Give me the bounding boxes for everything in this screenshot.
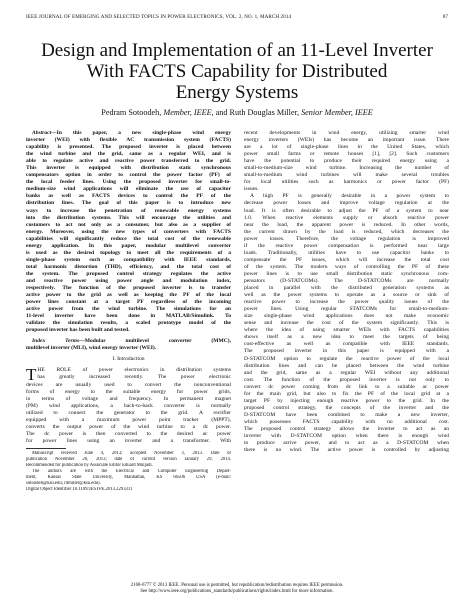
body-line: load. It is often desirable to adjust the PF of a system to near <box>244 207 449 214</box>
body-line: shows itself as a new idea to meet the targets of being <box>244 334 449 341</box>
footer-line: 2168-6777 © 2013 IEEE. Personal use is permitted, but republication/redistribution requires IEEE permission. <box>130 583 344 588</box>
abstract-line: active power to the grid as well as keeping the PF of the local <box>26 292 231 299</box>
body-line: of the system. The modern ways of controlling the PF of these <box>244 263 449 270</box>
abstract-line: inverter (WEI) with flexible AC transmission system (FACTS) <box>26 137 231 144</box>
footnote-rule <box>26 448 66 449</box>
body-line: target PF by injecting enough reactive power to the grid. In the <box>244 397 449 404</box>
abstract-line: respectively. The function of the proposed inverter is to transfer <box>26 285 231 292</box>
body-line: for the main grid, but also to fix the PF of the local grid at a <box>244 390 449 397</box>
footnote-line: Digital Object Identifier 10.1109/JESTPE.2013.2293311 <box>26 486 133 492</box>
footnote-line: publication November 28, 2013; date of current version January 29, 2014. <box>26 456 231 462</box>
abstract-text: —In this paper, a new single-phase wind energy <box>51 130 231 136</box>
abstract-line: 11-level inverter have been done in MATLAB/Simulink. To <box>26 313 231 320</box>
body-line: placed in parallel with the distributed generation systems as <box>244 285 449 292</box>
body-line: cost. The function of the proposed inverter is not only to <box>244 376 449 383</box>
body-line: power lines. Using regular STATCOMs for small-to-medium- <box>244 306 449 313</box>
abstract-line: the system. The proposed control strategy regulates the active <box>26 270 231 277</box>
intro-line: utilized to connect the generator to the grid. A rectifier <box>26 409 231 416</box>
footnote-line: ment, Kansas State University, Manhattan, KS 66506 USA (e-mail: <box>26 474 231 480</box>
abstract-line: active power from the wind turbine. The simulations for an <box>26 306 231 313</box>
abstract-line: banks as well as FACTS devices to control the PF of the <box>26 193 231 200</box>
abstract-line: capabilities will significantly reduce the total cost of the renewable <box>26 235 231 242</box>
drop-cap: T <box>26 364 37 384</box>
body-line: the current drawn by the load is reduced, which decreases the <box>244 228 449 235</box>
body-line: issues. <box>244 186 259 193</box>
body-line: The proposed control strategy allows the inverter to act as an <box>244 425 449 432</box>
body-line: size single-phase wind applications does not make economic <box>244 313 449 320</box>
abstract-line: ways to increase the penetration of renewable energy systems <box>26 207 231 214</box>
body-line: small-to-medium-size wind turbine. Increasing the number of <box>244 165 449 172</box>
body-line: sense and increase the cost of the system significantly. This is <box>244 320 449 327</box>
abstract <box>26 130 231 334</box>
body-line: pensators (D-STATCOMs). The D-STATCOMs are normally <box>244 277 449 284</box>
intro-line: devices are usually used to convert the nonconventional <box>26 381 231 388</box>
intro-line: converts the output power of the wind turbine to a dc power. <box>26 423 231 430</box>
body-line: distribution lines and can be placed between the wind turbine <box>244 362 449 369</box>
body-line: are a lot of single-phase lines in the United States, which <box>244 144 449 151</box>
body-line: near the load, the apparent power is reduced. In other words, <box>244 221 449 228</box>
body-line: cost-effective as well as compatible with IEEE standards. <box>244 341 449 348</box>
body-line: D-STATCOM option to regulate the reactive power of the local <box>244 355 449 362</box>
footnotes <box>26 451 231 493</box>
copyright-footer <box>26 583 448 595</box>
left-column <box>26 130 231 493</box>
index-terms-line <box>26 338 231 345</box>
body-line: energy inverters (WEIs) has become an important issue. There <box>244 137 449 144</box>
body-line: 1.0. When reactive elements supply or absorb reactive power <box>244 214 449 221</box>
body-line: power small farms or remote houses [1], [2]. Such customers <box>244 151 449 158</box>
abstract-line: proposed inverter has been built and tested. <box>26 327 130 334</box>
intro-paragraph <box>26 364 231 445</box>
paper-title <box>20 40 454 103</box>
body-line: have the potential to produce their required energy using a <box>244 158 449 165</box>
abstract-line: energy. Moreover, using the new types of converters with FACTS <box>26 228 231 235</box>
footer-line: See http://www.ieee.org/publications_standards/publications/rights/index.html for more information. <box>140 589 334 595</box>
abstract-line: medium-size wind applications will eliminate the use of capacitor <box>26 186 231 193</box>
footnote-line: sotoodeh@ksu.edu; rdmiller@ksu.edu). <box>26 480 101 486</box>
body-line: convert dc power coming from dc link to a suitable ac power <box>244 383 449 390</box>
author-line <box>20 108 454 117</box>
body-line: which possesses FACTS capability with no additional cost. <box>244 418 449 425</box>
body-line: power losses. Therefore, the voltage regulation is improved <box>244 235 449 242</box>
index-terms-line: multilevel inverter (MLI), wind energy inverter (WEI). <box>26 345 157 352</box>
abstract-line: the local feeder lines. Using the proposed inverter for small-to- <box>26 179 231 186</box>
author-name: and Ruth Douglas Miller, <box>215 108 300 117</box>
body-line: well as the power systems to operate as a source or sink of <box>244 292 449 299</box>
abstract-line: customers to act not only as a consumer, but also as a supplier of <box>26 221 231 228</box>
title-line: With FACTS Capability for Distributed <box>86 61 388 82</box>
body-line: there is no wind. The active power is controlled by adjusting <box>244 447 449 454</box>
abstract-line: distribution lines. The goal of this paper is to introduce new <box>26 200 231 207</box>
author-role: Senior Member, IEEE <box>301 108 373 117</box>
abstract-line: compensators option in order to control the power factor (PF) of <box>26 172 231 179</box>
abstract-line: and reactive power using power angle and modulation index, <box>26 277 231 284</box>
running-head <box>26 14 448 22</box>
body-line: A high PF is generally desirable in a power system to <box>250 193 449 200</box>
intro-body <box>26 382 231 445</box>
body-line: reactive power to increase the power quality issues of the <box>244 299 449 306</box>
body-line: loads. Traditionally, utilities have to use capacitor banks to <box>244 249 449 256</box>
body-line: if the reactive power compensation is performed near large <box>244 242 449 249</box>
abstract-line: power lines constant at a target PF regardless of the incoming <box>26 299 231 306</box>
abstract-line: single-phase system such as compatibility with IEEE standards, <box>26 256 231 263</box>
body-line: proposed control strategy, the concepts of the inverter and the <box>244 404 449 411</box>
index-terms <box>26 338 231 352</box>
abstract-line: into the distribution systems. This will encourage the utilities and <box>26 214 231 221</box>
section-heading: I. Introduction <box>112 356 145 363</box>
paragraph <box>244 130 449 193</box>
intro-line: forms of energy to the suitable energy for power grids, <box>26 388 231 395</box>
paragraph <box>244 193 449 454</box>
index-terms-label: Index Terms <box>32 338 80 345</box>
title-line: Design and Implementation of an 11-Level Inverter <box>41 40 433 61</box>
abstract-line: validate the simulation results, a scaled prototype model of the <box>26 320 231 327</box>
abstract-line: capability is presented. The proposed inverter is placed between <box>26 144 231 151</box>
body-line: power lines is to use small distribution static synchronous com- <box>244 270 449 277</box>
right-column <box>244 130 449 454</box>
intro-line: has greatly increased recently. The power electronic <box>37 373 231 380</box>
body-line: and the grid, same as a regular WEI without any additional <box>244 369 449 376</box>
body-line: decrease power losses and improve voltage regulation at the <box>244 200 449 207</box>
body-line: inverter with D-STATCOM option when there is enough wind <box>244 433 449 440</box>
author-name: Pedram Sotoodeh, <box>101 108 162 117</box>
abstract-line: is used as the desired topology to meet all the requirements of a <box>26 249 231 256</box>
intro-line: in terms of voltage and frequency. In permanent magnet <box>26 395 231 402</box>
abstract-body <box>26 137 231 334</box>
abstract-line: the wind turbine and the grid, same as a regular WEI, and is <box>26 151 231 158</box>
journal-name: IEEE JOURNAL OF EMERGING AND SELECTED TOPICS IN POWER ELECTRONICS, VOL. 2, NO. 1, MARCH 2014 <box>26 14 292 20</box>
intro-line: equipped with a maximum power point tracker (MPPT), <box>26 416 231 423</box>
intro-line: The dc power is then converted to the desired ac power <box>26 430 231 437</box>
body-line: where the idea of using smarter WEIs with FACTS capabilities <box>244 327 449 334</box>
abstract-label: Abstract <box>32 130 52 136</box>
abstract-line <box>26 130 231 137</box>
footnote-line: The authors are with the Electrical and Computer Engineering Depart- <box>32 468 231 474</box>
abstract-line: total harmonic distortion (THD), efficiency, and the total cost of <box>26 263 231 270</box>
page-number: 87 <box>442 14 448 20</box>
index-terms-text: —Modular multilevel converter (MMC), <box>79 338 231 345</box>
abstract-line: This inverter is equipped with distribution static synchronous <box>26 165 231 172</box>
author-role: Member, IEEE, <box>163 108 214 117</box>
body-line: for local utilities such as harmonics or power factor (PF) <box>244 179 449 186</box>
body-line: The proposed inverter in this paper is equipped with a <box>244 348 449 355</box>
intro-line: HE ROLE of power electronics in distribution systems <box>37 366 231 373</box>
title-line: Energy Systems <box>175 82 299 103</box>
intro-line: for power lines using an inverter and a transformer. With <box>26 437 231 444</box>
body-line: recent developments in wind energy, utilizing smarter wind <box>244 130 449 136</box>
footnote-line: Manuscript received June 4, 2013; accepted November 3, 2013. Date of <box>32 450 231 456</box>
body-line: to produce active power, and to act as a D-STATCOM when <box>244 440 449 447</box>
abstract-line: energy application. In this paper, modular multilevel converter <box>26 242 231 249</box>
footnote-line: Recommended for publication by Associate Editor Eduard Muljadi. <box>26 462 153 468</box>
abstract-line: able to regulate active and reactive power transferred to the grid. <box>26 158 231 165</box>
body-line: small-to-medium wind turbines will make several troubles <box>244 172 449 179</box>
intro-line: (PM) wind applications, a back-to-back converter is normally <box>26 402 231 409</box>
body-line: D-STATCOM have been combined to make a new inverter, <box>244 411 449 418</box>
body-line: compensate the PF issues, which will increase the total cost <box>244 256 449 263</box>
